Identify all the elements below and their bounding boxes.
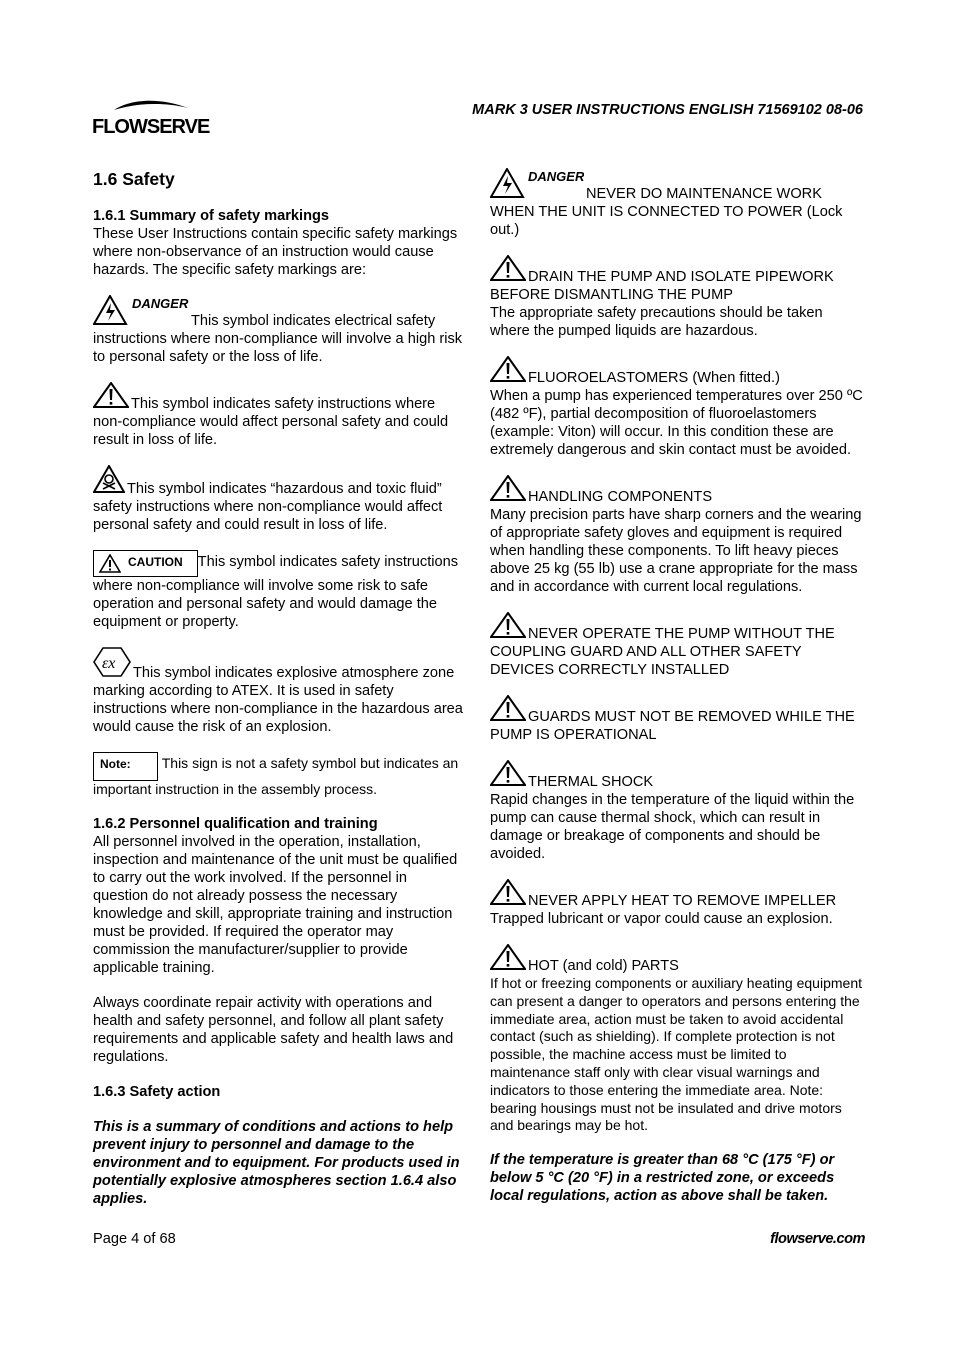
impeller-heat-heading: NEVER APPLY HEAT TO REMOVE IMPELLER: [528, 893, 837, 909]
logo-text: FLOWSERVE: [92, 116, 210, 138]
markings-intro: These User Instructions contain specific safety markings where non-observance of an instruction would cause hazards. The specific safety markings are:: [93, 226, 458, 278]
training-paragraph-1: All personnel involved in the operation, installation, inspection and maintenance of the unit must be qualified to carry out the work involved. If the personnel in question do not already possess the necessary knowledge and skill, appropriate training and instruction must be provided. If required the operator may commission the manufacturer/supplier to provide applicable training.: [93, 834, 458, 976]
general-warning-icon: [490, 944, 526, 970]
general-warning-icon: [490, 879, 526, 905]
thermal-shock-warning: [490, 760, 864, 863]
impeller-heat-body: Trapped lubricant or vapor could cause an explosion.: [490, 911, 833, 927]
safety-action-summary: This is a summary of conditions and actions to help prevent injury to personnel and damage to the environment and to equipment. For products used in potentially explosive atmospheres section 1.6.4 also applies.: [93, 1119, 460, 1207]
subsection-title-163: 1.6.3 Safety action: [93, 1084, 221, 1100]
ex-marking: [93, 647, 465, 736]
guards-text: GUARDS MUST NOT BE REMOVED WHILE THE PUMP IS OPERATIONAL: [490, 709, 855, 743]
impeller-heat-warning: [490, 879, 864, 928]
drain-pump-heading: DRAIN THE PUMP AND ISOLATE PIPEWORK BEFORE DISMANTLING THE PUMP: [490, 269, 834, 303]
general-marking: [93, 382, 465, 449]
document-header-title: MARK 3 USER INSTRUCTIONS ENGLISH 71569102 08-06: [472, 102, 863, 118]
general-warning-icon: [490, 612, 526, 638]
fluoroelastomers-warning: [490, 356, 864, 459]
left-column: [93, 168, 465, 1208]
toxic-description: This symbol indicates “hazardous and toxic fluid” safety instructions where non-compliance would affect personal safety and could result in loss of life.: [93, 481, 443, 533]
hot-parts-heading: HOT (and cold) PARTS: [528, 958, 679, 974]
caution-description: This symbol indicates safety instructions where non-compliance will involve some risk to safe operation and personal safety and would damage the equipment or property.: [93, 554, 459, 630]
caution-marking: [93, 550, 465, 631]
electrical-danger-icon: [490, 168, 584, 198]
page-number: Page 4 of 68: [93, 1231, 176, 1247]
danger-marking: [93, 295, 465, 366]
maintenance-power-warning: [490, 168, 864, 239]
fluoroelastomers-body: When a pump has experienced temperatures over 250 ºC (482 ºF), partial decomposition of fluoroelastomers (example: Viton) will occur. In this condition these are extremely dangerous and skin contact must be avoided.: [490, 388, 863, 458]
general-description: This symbol indicates safety instructions where non-compliance would affect personal safety and could result in loss of life.: [93, 396, 449, 448]
subsection-title-162: 1.6.2 Personnel qualification and training: [93, 816, 378, 832]
thermal-shock-heading: THERMAL SHOCK: [528, 774, 654, 790]
drain-pump-warning: [490, 255, 864, 340]
caution-symbol: [93, 550, 198, 577]
danger-description: This symbol indicates electrical safety instructions where non-compliance will involve a high risk to personal safety or the loss of life.: [93, 313, 463, 365]
thermal-shock-body: Rapid changes in the temperature of the liquid within the pump can cause thermal shock, which can result in damage or breakage of components and should be avoided.: [490, 792, 855, 862]
toxic-fluid-icon: [93, 465, 125, 493]
subsection-title-161: 1.6.1 Summary of safety markings: [93, 208, 330, 224]
danger-word: DANGER: [528, 169, 584, 184]
caution-triangle-icon: [99, 554, 121, 573]
coupling-guard-warning: [490, 612, 864, 679]
drain-pump-body: The appropriate safety precautions should be taken where the pumped liquids are hazardous.: [490, 305, 823, 339]
flowserve-logo: [92, 100, 210, 140]
section-title: 1.6 Safety: [93, 169, 175, 189]
electrical-danger-icon: [93, 295, 189, 325]
fluoroelastomers-heading: FLUOROELASTOMERS (When fitted.): [528, 370, 780, 386]
danger-word: DANGER: [132, 296, 189, 311]
handling-warning: [490, 475, 864, 596]
handling-heading: HANDLING COMPONENTS: [528, 489, 713, 505]
hot-parts-warning: [490, 944, 864, 1135]
caution-word: CAUTION: [128, 555, 183, 569]
maintenance-power-text: NEVER DO MAINTENANCE WORK WHEN THE UNIT IS CONNECTED TO POWER (Lock out.): [490, 186, 843, 238]
temperature-action-note: If the temperature is greater than 68 °C (175 °F) or below 5 °C (20 °F) in a restricted zone, or exceeds local regulations, action as above shall be taken.: [490, 1152, 835, 1205]
ex-atmosphere-icon: [93, 647, 131, 677]
toxic-marking: [93, 465, 465, 534]
footer-website: flowserve.com: [770, 1231, 865, 1247]
note-description: This sign is not a safety symbol but indicates an important instruction in the assembly process.: [93, 755, 459, 797]
general-warning-icon: [490, 760, 526, 786]
svg-text:εx: εx: [102, 655, 116, 672]
general-warning-icon: [490, 356, 526, 382]
note-symbol: Note:: [93, 752, 158, 781]
general-warning-icon: [490, 255, 526, 281]
general-warning-icon: [93, 382, 129, 408]
training-paragraph-2: Always coordinate repair activity with operations and health and safety personnel, and follow all plant safety requirements and applicable safety and health laws and regulations.: [93, 995, 454, 1065]
note-marking: [93, 752, 465, 799]
handling-body: Many precision parts have sharp corners and the wearing of appropriate safety gloves and equipment is required when handling these components. To lift heavy pieces above 25 kg (55 lb) use a crane appropriate for the mass and in accordance with current local regulations.: [490, 507, 862, 595]
coupling-guard-text: NEVER OPERATE THE PUMP WITHOUT THE COUPLING GUARD AND ALL OTHER SAFETY DEVICES CORRECTLY INSTALLED: [490, 626, 835, 678]
general-warning-icon: [490, 695, 526, 721]
general-warning-icon: [490, 475, 526, 501]
hot-parts-body: If hot or freezing components or auxiliary heating equipment can present a danger to operators and persons entering the immediate area, action must be taken to avoid accidental contact (such as shielding). If complete protection is not possible, the machine access must be limited to maintenance staff only with clear visual warnings and indicators to those entering the immediate area. Note: bearing housings must not be insulated and drive motors and bearings may be hot.: [490, 975, 862, 1134]
ex-description: This symbol indicates explosive atmosphere zone marking according to ATEX. It is used in safety instructions where non-compliance in the hazardous area would cause the risk of an explosion.: [93, 665, 463, 735]
guards-warning: [490, 695, 864, 744]
right-column: [490, 168, 864, 1205]
